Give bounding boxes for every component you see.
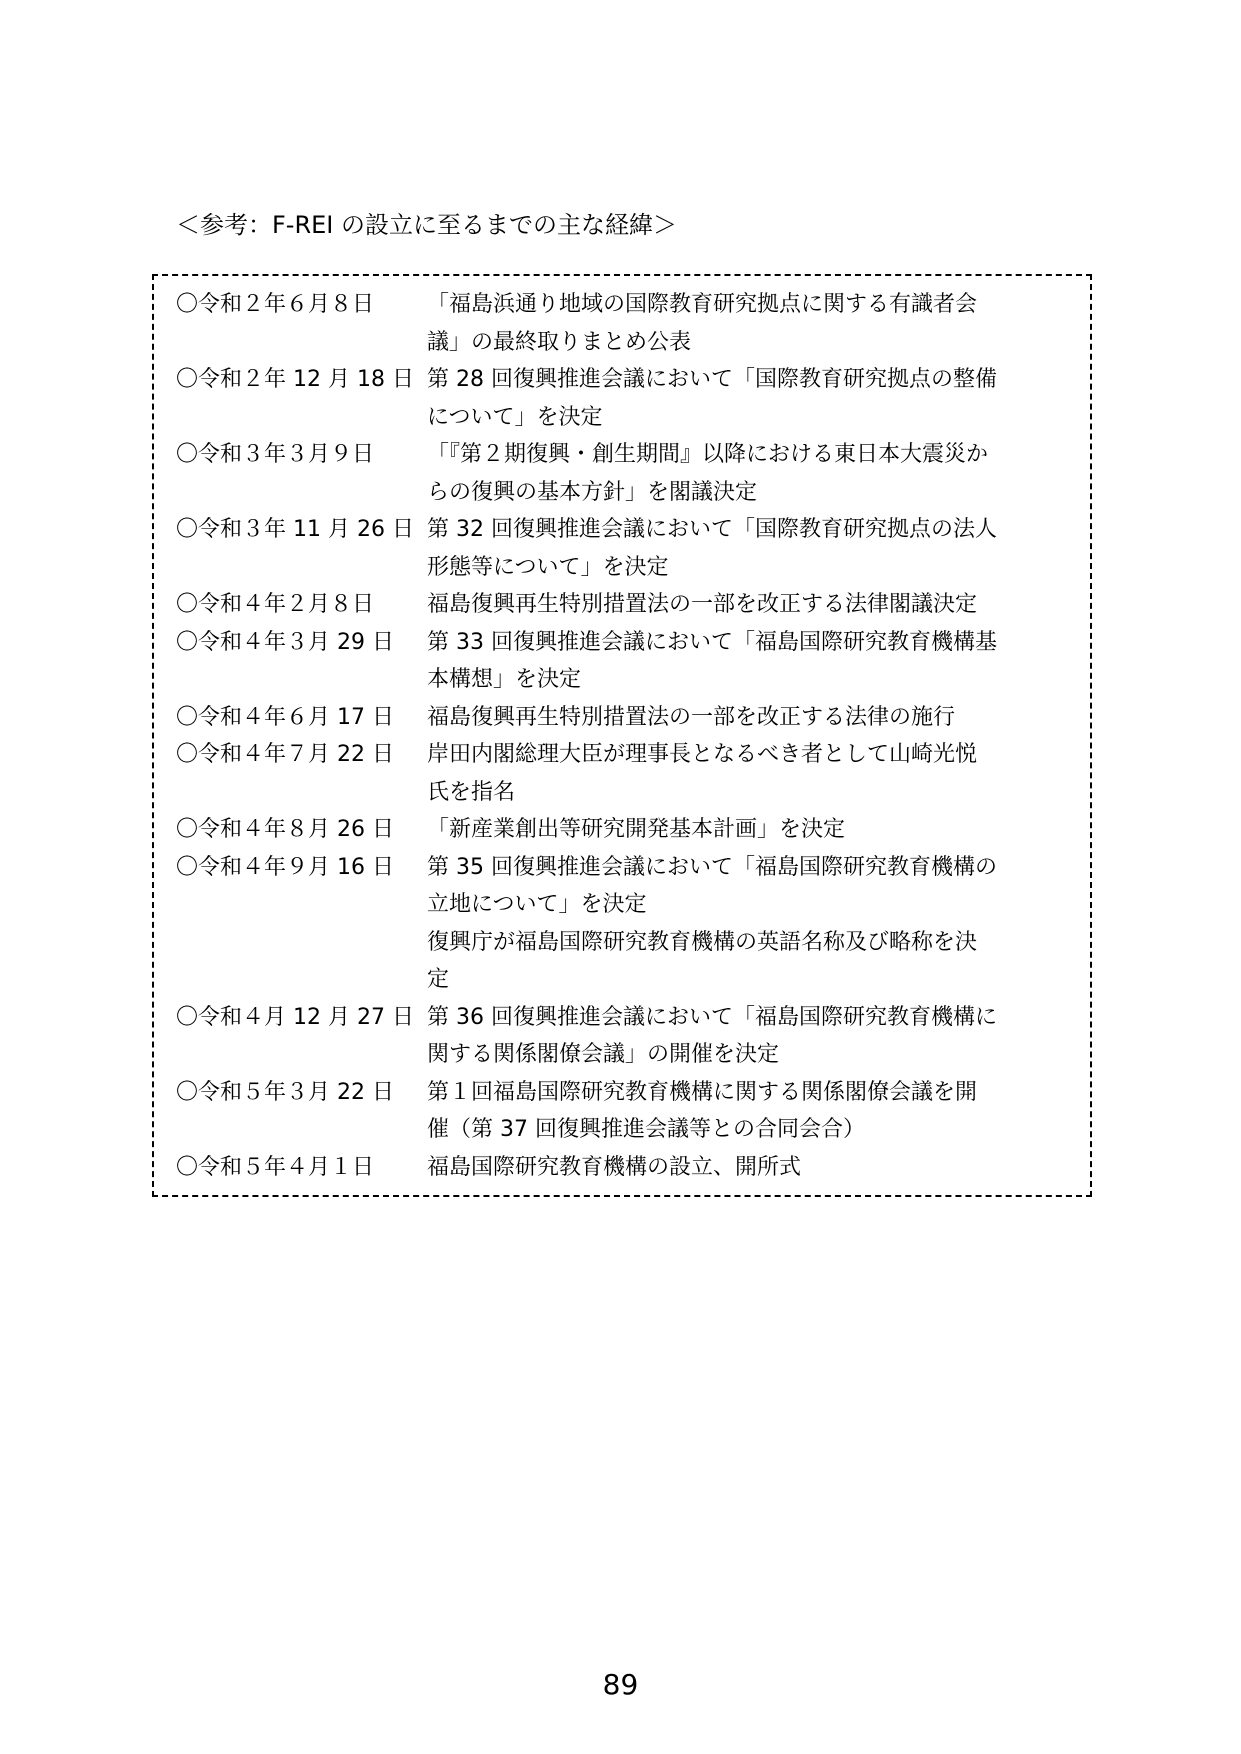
entry-description-line: 第 35 回復興推進会議において「福島国際研究教育機構の [427, 854, 997, 880]
entry-date: 〇令和４年２月８日 [176, 592, 375, 617]
entry-description-line: 形態等について」を決定 [427, 554, 669, 580]
entry-date: 〇令和５年３月 22 日 [176, 1079, 394, 1105]
timeline-list [176, 286, 1076, 1186]
page-number: 89 [602, 1668, 639, 1701]
timeline-entry [176, 624, 1076, 699]
entry-description-line: 本構想」を決定 [427, 667, 582, 692]
entry-description-line: 第 28 回復興推進会議において「国際教育研究拠点の整備 [427, 367, 997, 392]
entry-description [427, 586, 1067, 624]
entry-date: 〇令和４年６月 17 日 [176, 704, 394, 730]
timeline-entry [176, 286, 1076, 361]
entry-date: 〇令和２年 12 月 18 日 [176, 367, 414, 392]
entry-date: 〇令和５年４月１日 [176, 1154, 375, 1180]
entry-description-line: について」を決定 [427, 404, 603, 430]
entry-description [427, 1149, 1067, 1187]
timeline-entry [176, 849, 1076, 999]
entry-date: 〇令和４月 12 月 27 日 [176, 1004, 414, 1030]
entry-description-line: 「『第２期復興・創生期間』以降における東日本大震災か [427, 442, 989, 467]
entry-description-line: 催（第 37 回復興推進会議等との合同会合） [427, 1117, 865, 1142]
entry-description [427, 999, 1067, 1074]
timeline-entry [176, 699, 1076, 737]
entry-description [427, 436, 1067, 511]
entry-description-line: 福島国際研究教育機構の設立、開所式 [427, 1154, 802, 1180]
entry-description-line: 定 [427, 967, 450, 992]
entry-description-line: 福島復興再生特別措置法の一部を改正する法律閣議決定 [427, 592, 978, 617]
entry-description [427, 511, 1067, 586]
entry-description-line: 第 33 回復興推進会議において「福島国際研究教育機構基 [427, 629, 997, 655]
entry-description-line: 福島復興再生特別措置法の一部を改正する法律の施行 [427, 704, 956, 730]
timeline-entry [176, 811, 1076, 849]
entry-date: 〇令和３年 11 月 26 日 [176, 517, 414, 542]
entry-description [427, 736, 1067, 811]
entry-description [427, 361, 1067, 436]
entry-description [427, 849, 1067, 999]
timeline-entry [176, 361, 1076, 436]
entry-description-line: 関する関係閣僚会議」の開催を決定 [427, 1042, 780, 1067]
timeline-entry [176, 436, 1076, 511]
entry-description-line: 岸田内閣総理大臣が理事長となるべき者として山崎光悦 [427, 742, 978, 767]
entry-date: 〇令和４年７月 22 日 [176, 742, 394, 767]
entry-description-line: 立地について」を決定 [427, 892, 647, 917]
entry-date: 〇令和４年８月 26 日 [176, 817, 394, 842]
timeline-entry [176, 1149, 1076, 1187]
entry-description [427, 286, 1067, 361]
entry-date: 〇令和２年６月８日 [176, 292, 375, 317]
entry-description [427, 811, 1067, 849]
entry-description-line: 第 36 回復興推進会議において「福島国際研究教育機構に [427, 1004, 997, 1030]
entry-description-line: 氏を指名 [427, 779, 516, 805]
timeline-entry [176, 999, 1076, 1074]
entry-description-line: 復興庁が福島国際研究教育機構の英語名称及び略称を決 [427, 929, 978, 955]
timeline-entry [176, 736, 1076, 811]
section-heading: ＜参考：F-REI の設立に至るまでの主な経緯＞ [176, 211, 678, 239]
entry-description-line: 「福島浜通り地域の国際教育研究拠点に関する有識者会 [427, 292, 978, 317]
entry-description-line: 第 32 回復興推進会議において「国際教育研究拠点の法人 [427, 517, 997, 542]
entry-description-line: 「新産業創出等研究開発基本計画」を決定 [427, 817, 846, 842]
entry-description [427, 1074, 1067, 1149]
entry-description-line: らの復興の基本方針」を閣議決定 [427, 479, 758, 505]
entry-description-line: 議」の最終取りまとめ公表 [427, 329, 692, 355]
entry-date: 〇令和４年３月 29 日 [176, 629, 394, 655]
entry-description-line: 第１回福島国際研究教育機構に関する関係閣僚会議を開 [427, 1079, 978, 1105]
entry-description [427, 699, 1067, 737]
timeline-entry [176, 1074, 1076, 1149]
timeline-entry [176, 511, 1076, 586]
entry-date: 〇令和３年３月９日 [176, 442, 375, 467]
entry-date: 〇令和４年９月 16 日 [176, 854, 394, 880]
entry-description [427, 624, 1067, 699]
timeline-entry [176, 586, 1076, 624]
